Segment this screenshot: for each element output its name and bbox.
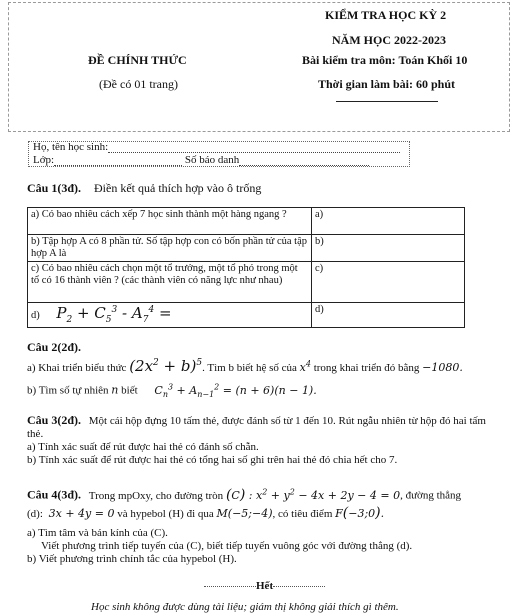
q2-b-equation: $C_n^3 + A_{n-1}^2 = (n + 6)(n - 1)$. bbox=[154, 382, 317, 399]
exam-title: KIỂM TRA HỌC KỲ 2 bbox=[325, 8, 447, 22]
q4-line1 bbox=[27, 485, 461, 503]
end-rule-left bbox=[204, 586, 256, 587]
q4-title: Câu 4(3đ). bbox=[27, 487, 82, 502]
q2-b-text1: b) Tìm số tự nhiên bbox=[27, 384, 109, 397]
q2-a-value: −1080. bbox=[422, 361, 463, 374]
student-name-row bbox=[33, 141, 400, 153]
duration-line: Thời gian làm bài: 60 phút bbox=[318, 77, 456, 91]
footer-note: Học sinh không được dùng tài liệu; giám thị không giải thích gì thêm. bbox=[91, 601, 399, 613]
q3-b: b) Tính xác suất để rút được hai thẻ có tổng hai số ghi trên hai thẻ đó chia hết cho 7. bbox=[27, 454, 398, 466]
q2-b bbox=[27, 380, 317, 401]
q1-instruction: Điền kết quả thích hợp vào ô trống bbox=[94, 181, 262, 195]
end-label: Hết bbox=[256, 580, 274, 592]
q3-a: a) Tính xác suất để rút được hai thẻ có đánh số chẵn. bbox=[27, 441, 259, 453]
q4-b: b) Viết phương trình chính tắc của hypebol (H). bbox=[27, 553, 237, 565]
class-blank[interactable] bbox=[54, 165, 182, 166]
q2-a-expression: $(2x^2 + b)^5$ bbox=[129, 357, 203, 375]
q1-row-d bbox=[28, 303, 465, 328]
end-marker bbox=[204, 580, 325, 592]
q4-a2: Viết phương trình tiếp tuyến của (C), biết tiếp tuyến vuông góc với đường thẳng (d). bbox=[41, 540, 413, 552]
q3-intro-block bbox=[27, 414, 493, 441]
header-underline bbox=[336, 101, 438, 102]
q2-b-n: n bbox=[111, 383, 119, 397]
q4-line2-c: , có tiêu điểm bbox=[272, 508, 333, 520]
q2-b-text2: biết bbox=[121, 384, 138, 397]
q4-line1-a: Trong mpOxy, cho đường tròn bbox=[88, 489, 224, 502]
name-label: Họ, tên học sinh: bbox=[33, 141, 109, 153]
sbd-blank[interactable] bbox=[239, 165, 369, 166]
q2-title: Câu 2(2đ). bbox=[27, 340, 82, 354]
q3-title: Câu 3(2đ). bbox=[27, 413, 82, 427]
q1-title: Câu 1(3đ). bbox=[27, 181, 82, 195]
school-year: NĂM HỌC 2022-2023 bbox=[332, 33, 446, 47]
q1-question-d bbox=[28, 303, 312, 328]
q1-row-b bbox=[28, 235, 465, 262]
q4-line-d-eq: 3x + 4y = 0 bbox=[48, 507, 115, 520]
q2-a bbox=[27, 357, 463, 375]
q1-d-formula: $P_2 + C_5^3 - A_7^4$ = bbox=[56, 304, 172, 325]
official-label: ĐỀ CHÍNH THỨC bbox=[88, 53, 187, 67]
q2-a-text1: a) Khai triển biểu thức bbox=[27, 362, 127, 374]
q1-answer-b[interactable]: b) bbox=[312, 235, 465, 262]
q1-answer-c[interactable]: c) bbox=[312, 262, 465, 303]
pages-note: (Đề có 01 trang) bbox=[99, 77, 178, 91]
q4-point-m: M(−5;−4) bbox=[216, 507, 273, 520]
q4-line2-b: và hypebol (H) đi qua bbox=[117, 508, 214, 520]
q1-table bbox=[27, 207, 465, 328]
q3-intro: Một cái hộp đựng 10 tấm thẻ, được đánh số từ 1 đến 10. Rút ngẫu nhiên từ hộp đó hai tấm thẻ. bbox=[27, 415, 486, 440]
q4-focus-f: F(−3;0). bbox=[335, 505, 385, 521]
q2-a-text3: trong khai triển đó bằng bbox=[313, 362, 420, 374]
sbd-label: Số báo danh bbox=[184, 154, 240, 166]
q4-line2 bbox=[27, 507, 384, 521]
q1-row-a bbox=[28, 208, 465, 235]
q1-question-c: c) Có bao nhiêu cách chọn một tổ trưởng, một tổ phó trong một tổ có 16 thành viên ? (các thành viên có năng lực như nhau) bbox=[28, 262, 312, 303]
q1-row-c bbox=[28, 262, 465, 303]
q4-line2-a: (d): bbox=[27, 508, 43, 520]
q2-a-text2: . Tìm b biết hệ số của bbox=[202, 362, 297, 374]
q1-answer-a[interactable]: a) bbox=[312, 208, 465, 235]
class-label: Lớp: bbox=[33, 154, 55, 166]
q1-heading bbox=[27, 181, 261, 196]
end-rule-right bbox=[273, 586, 325, 587]
name-blank[interactable] bbox=[108, 152, 400, 153]
q4-a: a) Tìm tâm và bán kính của (C). bbox=[27, 527, 168, 539]
q2-a-x4: $x^4$ bbox=[299, 359, 311, 374]
q1-answer-d[interactable]: d) bbox=[312, 303, 465, 328]
q1-question-a: a) Có bao nhiêu cách xếp 7 học sinh thành một hàng ngang ? bbox=[28, 208, 312, 235]
q1-d-prefix: d) bbox=[31, 310, 40, 321]
q4-circle-eq: (C) : $x^2 + y^2 - 4x + 2y - 4 = 0$ bbox=[225, 486, 401, 503]
q4-line1-b: , đường thẳng bbox=[400, 489, 462, 502]
q1-question-b: b) Tập hợp A có 8 phần tử. Số tập hợp con có bốn phần tử của tập hợp A là bbox=[28, 235, 312, 262]
student-class-row bbox=[33, 154, 369, 166]
subject-line: Bài kiểm tra môn: Toán Khối 10 bbox=[302, 53, 468, 67]
